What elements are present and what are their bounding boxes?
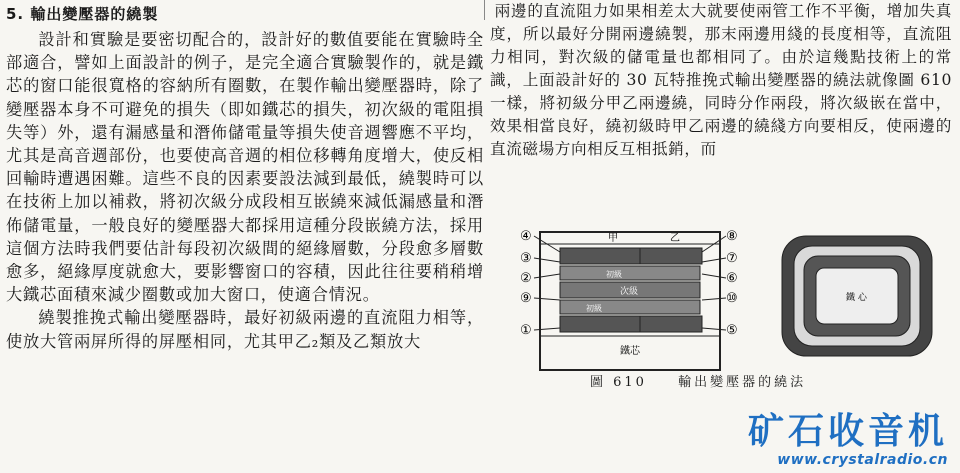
terminal-right-2: ⑦ (726, 251, 738, 266)
right-column (490, 0, 952, 161)
winding-cross-section (534, 232, 726, 370)
terminal-left-2: ③ (520, 251, 532, 266)
label-center: 次級 (620, 287, 639, 297)
label-yi: 乙 (670, 233, 680, 244)
terminal-left-4: ⑨ (520, 291, 532, 306)
figure-caption (590, 371, 806, 390)
terminal-right-1: ⑧ (726, 229, 738, 244)
left-paragraph-1: 設計和實驗是要密切配合的，設計好的數值要能在實驗時全部適合，譬如上面設計的例子，是完全適合實驗製作的，就是鐵芯的窗口能很寬格的容納所有圈數，在製作輸出變壓器時，除了變壓器本身不可避免的損失（即如鐵芯的損失，初次級的電阻損失等）外，還有漏感量和潛佈儲電量等損失使音週響應不平均，尤其是高音週部份，也要使高音週的相位移轉角度增大，使反相回輸時遭遇困難。這些不良的因素要設法減到最低，繞製時可以在技術上加以補救，將初次級分成段相互嵌繞來減低漏感量和潛佈儲電量，一般良好的變壓器大都採用這種分段嵌繞方法，採用這個方法時我們要估計每段初次級間的絕緣層數，分段愈多層數愈多，絕緣厚度就愈大，要影響窗口的容積，因此往往要稍稍增大鐵芯面積來減少圈數或加大窗口，使適合情況。 (6, 30, 484, 305)
right-paragraph-1: 兩邊的直流阻力如果相差太大就要使兩管工作不平衡，增加失真度，所以最好分開兩邊繞製，那末兩邊用綫的長度相等，直流阻力相同，對次級的儲電量也都相同了。由於這幾點技術上的常識，上面設計好的 30 瓦特推挽式輸出變壓器的繞法就像圖 610 一樣，將初級分甲乙兩邊繞，同時分作兩段，將次級嵌在當中，效果相當良好，繞初級時甲乙兩邊的繞綫方向要相反，使兩邊的直流磁場方向相反互相抵銷，而 (490, 2, 952, 158)
label-core: 鐵芯 (620, 346, 640, 357)
terminal-right-3: ⑥ (726, 271, 738, 286)
figure-number: 圖 610 (590, 375, 647, 390)
watermark-url: www.crystalradio.cn (777, 452, 948, 468)
section-title: 5. 輸出變壓器的繞製 (6, 5, 159, 23)
figure-caption-text: 輸出變壓器的繞法 (678, 375, 807, 390)
left-column (6, 0, 484, 353)
watermark-title: 矿石收音机 (747, 411, 948, 452)
winding-diagram (520, 222, 950, 392)
label-initial-bottom: 初級 (586, 304, 602, 313)
core-window-drawing (782, 236, 932, 356)
label-initial-top: 初級 (606, 270, 622, 279)
left-paragraph-2: 繞製推挽式輸出變壓器時，最好初級兩邊的直流阻力相等，使放大管兩屏所得的屏壓相同，尤其甲乙₂類及乙類放大 (6, 308, 484, 351)
label-jia: 甲 (608, 233, 618, 244)
column-divider (484, 0, 485, 20)
terminal-left-1: ④ (520, 229, 532, 244)
terminal-right-4: ⑩ (726, 291, 738, 306)
terminal-left-3: ② (520, 271, 532, 286)
left-terminal-numbers (520, 229, 532, 338)
terminal-left-5: ① (520, 323, 532, 338)
label-window-core: 鐵 心 (846, 293, 867, 303)
terminal-right-5: ⑤ (726, 323, 738, 338)
right-terminal-numbers (726, 229, 738, 338)
site-watermark (748, 412, 948, 468)
